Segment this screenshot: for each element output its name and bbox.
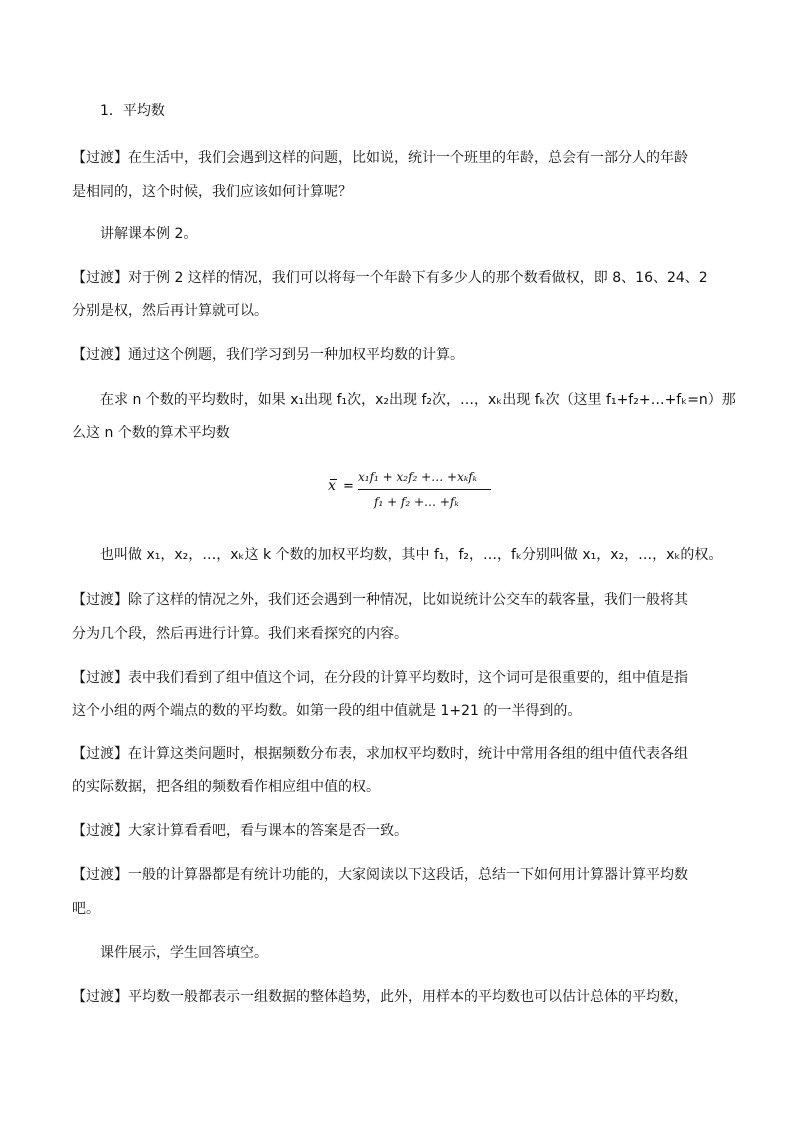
paragraph-transition-3: 【过渡】通过这个例题，我们学习到另一种加权平均数的计算。 xyxy=(72,347,464,363)
formula-equals-sign: = xyxy=(343,479,354,494)
paragraph-transition-2-line-2: 分别是权，然后再计算就可以。 xyxy=(72,303,268,319)
paragraph-transition-6-line-2: 的实际数据，把各组的频数看作相应组中值的权。 xyxy=(72,779,380,795)
formula-numerator: x₁f₁ + x₂f₂ +… +xₖfₖ xyxy=(358,470,478,484)
paragraph-transition-6-line-1: 【过渡】在计算这类问题时，根据频数分布表，求加权平均数时，统计中常用各组的组中值代表各组 xyxy=(72,746,688,762)
paragraph-weights-explanation: 也叫做 x₁，x₂，…，xₖ这 k 个数的加权平均数，其中 f₁，f₂，…，fₖ分别叫做 x₁，x₂，…，xₖ的权。 xyxy=(100,547,723,563)
fraction-bar xyxy=(358,489,491,490)
paragraph-transition-1-line-2: 是相同的，这个时候，我们应该如何计算呢？ xyxy=(72,184,352,200)
paragraph-transition-9: 【过渡】平均数一般都表示一组数据的整体趋势，此外，用样本的平均数也可以估计总体的平均数， xyxy=(72,989,688,1005)
paragraph-transition-4-line-2: 分为几个段，然后再进行计算。我们来看探究的内容。 xyxy=(72,626,408,642)
paragraph-transition-4-line-1: 【过渡】除了这样的情况之外，我们还会遇到一种情况，比如说统计公交车的载客量，我们一般将其 xyxy=(72,592,688,608)
paragraph-weighted-definition-line-1: 在求 n 个数的平均数时，如果 x₁出现 f₁次，x₂出现 f₂次，…，xₖ出现 fₖ次（这里 f₁+f₂+…+fₖ=n）那 xyxy=(100,392,736,408)
paragraph-transition-2-line-1: 【过渡】对于例 2 这样的情况，我们可以将每一个年龄下有多少人的那个数看做权，即 8、16、24、2 xyxy=(72,270,708,286)
paragraph-courseware-display: 课件展示，学生回答填空。 xyxy=(100,945,268,961)
paragraph-textbook-example: 讲解课本例 2。 xyxy=(100,226,198,242)
paragraph-transition-8-line-1: 【过渡】一般的计算器都是有统计功能的，大家阅读以下这段话，总结一下如何用计算器计算平均数 xyxy=(72,867,688,883)
formula-mean-symbol: x xyxy=(328,478,336,494)
paragraph-transition-8-line-2: 吧。 xyxy=(72,901,100,917)
paragraph-transition-1-line-1: 【过渡】在生活中，我们会遇到这样的问题，比如说，统计一个班里的年龄，总会有一部分人的年龄 xyxy=(72,150,688,166)
paragraph-transition-5-line-2: 这个小组的两个端点的数的平均数。如第一段的组中值就是 1+21 的一半得到的。 xyxy=(72,703,582,719)
paragraph-transition-7: 【过渡】大家计算看看吧，看与课本的答案是否一致。 xyxy=(72,823,408,839)
paragraph-transition-5-line-1: 【过渡】表中我们看到了组中值这个词，在分段的计算平均数时，这个词可是很重要的，组中值是指 xyxy=(72,670,688,686)
section-title: 1．平均数 xyxy=(100,103,165,119)
paragraph-weighted-definition-line-2: 么这 n 个数的算术平均数 xyxy=(72,425,230,441)
weighted-mean-formula xyxy=(328,468,498,516)
formula-denominator: f₁ + f₂ +… +fₖ xyxy=(374,495,459,509)
